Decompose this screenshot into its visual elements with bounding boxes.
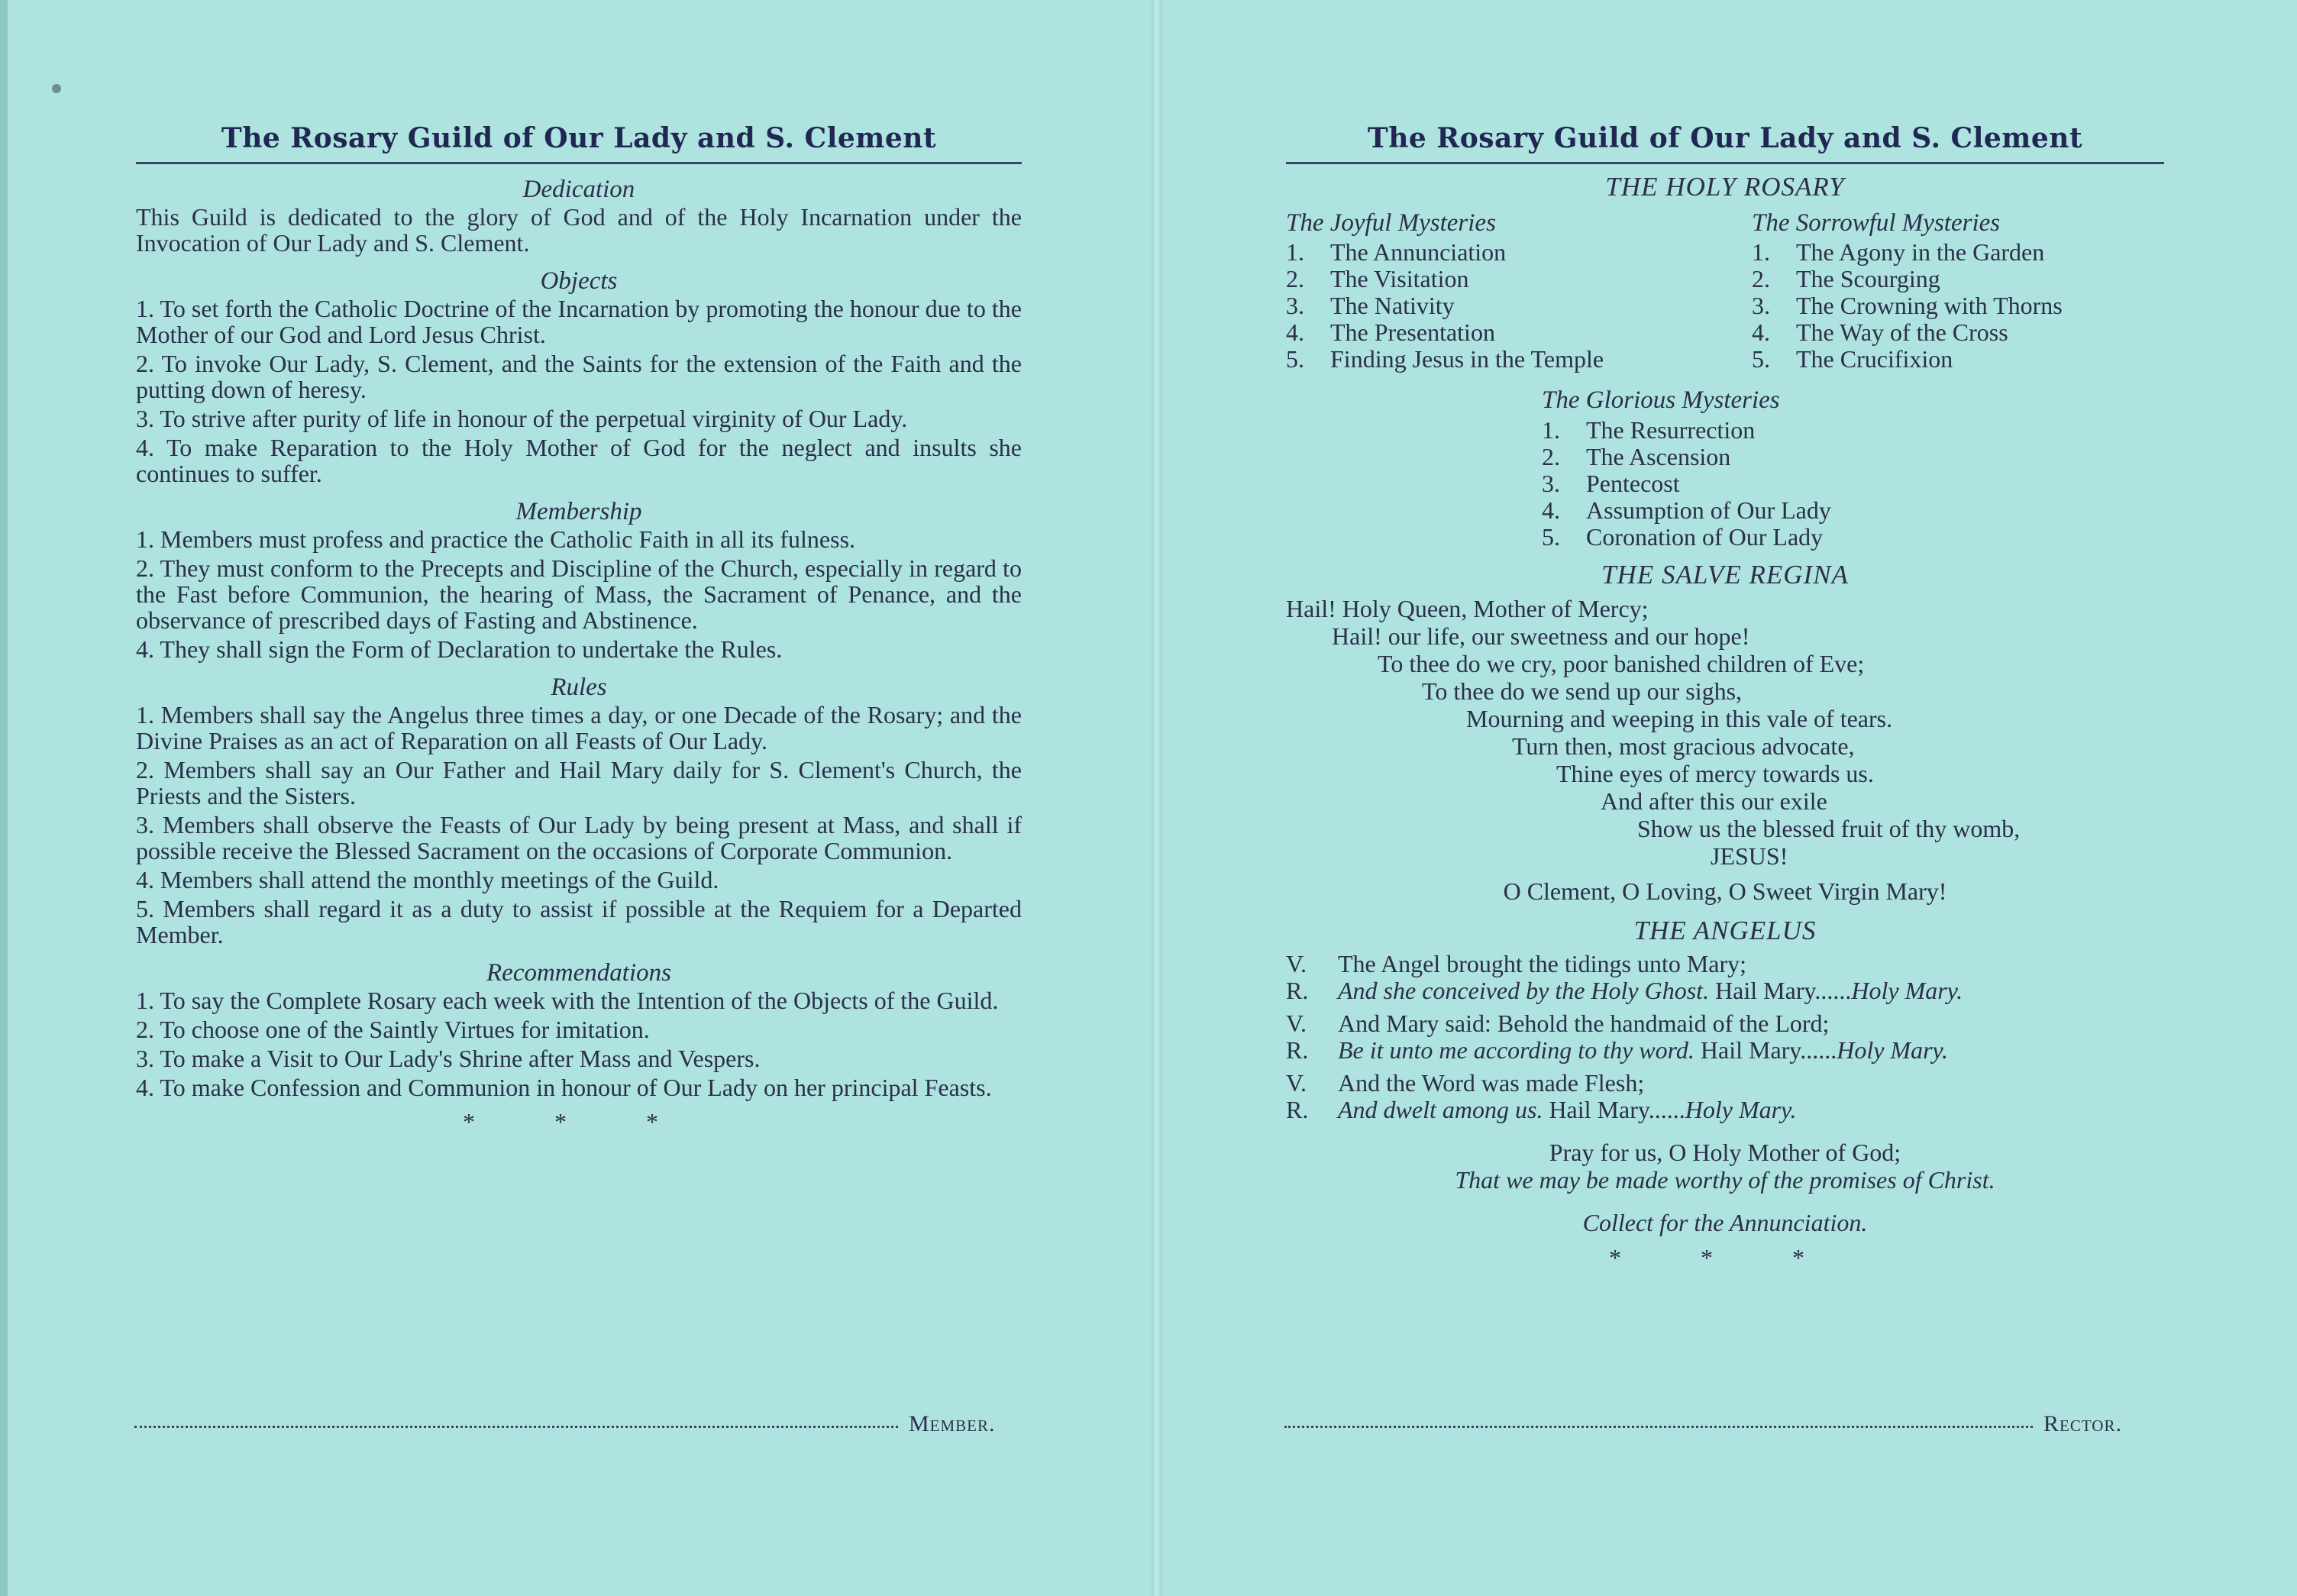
section-title: Dedication xyxy=(522,176,635,203)
mystery-number: 5. xyxy=(1752,345,1770,373)
mystery-name: Coronation of Our Lady xyxy=(1586,523,1824,551)
salve-line: Hail! our life, our sweetness and our hope! xyxy=(1332,622,1750,650)
mystery-name: The Nativity xyxy=(1330,292,1455,319)
prayer-line-1: Pray for us, O Holy Mother of God; xyxy=(1549,1139,1901,1166)
section-item: This Guild is dedicated to the glory of God and of the Holy Incarnation under the Invocation of Our Lady and S. Clement. xyxy=(136,203,1022,257)
mystery-number: 3. xyxy=(1542,470,1560,497)
stars-divider: * * * xyxy=(1609,1244,1841,1271)
angelus-text xyxy=(1286,951,2164,1123)
versicle-label: V. xyxy=(1286,950,1307,977)
section-item: 3. To strive after purity of life in honour of the perpetual virginity of Our Lady. xyxy=(136,405,908,432)
prayer-line-2: That we may be made worthy of the promises of Christ. xyxy=(1455,1166,1995,1194)
mystery-number: 1. xyxy=(1286,238,1304,266)
salve-regina-title: THE SALVE REGINA xyxy=(1601,560,1849,590)
mystery-number: 2. xyxy=(1286,265,1304,292)
holy-mary: Holy Mary. xyxy=(1851,977,1963,1004)
left-sections xyxy=(136,175,1022,1100)
mystery-item xyxy=(1752,292,2164,319)
salve-line: And after this our exile xyxy=(1601,787,1827,815)
mysteries-columns xyxy=(1286,207,2164,373)
mystery-item xyxy=(1286,292,1714,319)
response-body xyxy=(1338,1097,1797,1123)
paper-edge xyxy=(0,0,8,1596)
section-item: 2. To choose one of the Saintly Virtues for imitation. xyxy=(136,1016,650,1043)
response-body xyxy=(1338,977,1963,1004)
salve-line: To thee do we send up our sighs, xyxy=(1422,677,1743,705)
mystery-name: The Resurrection xyxy=(1586,416,1756,444)
angelus-pair xyxy=(1286,951,2164,1004)
versicle-text: The Angel brought the tidings unto Mary; xyxy=(1338,950,1747,977)
invocation: O Clement, O Loving, O Sweet Virgin Mary! xyxy=(1503,877,1947,905)
response-text: Be it unto me according to thy word. xyxy=(1338,1036,1694,1064)
section-item: 4. To make Confession and Communion in honour of Our Lady on her principal Feasts. xyxy=(136,1074,992,1101)
sorrowful-title: The Sorrowful Mysteries xyxy=(1752,209,2001,237)
mystery-name: The Way of the Cross xyxy=(1796,318,2008,346)
mystery-number: 3. xyxy=(1752,292,1770,319)
mystery-name: The Crowning with Thorns xyxy=(1796,292,2063,319)
section-item: 4. They shall sign the Form of Declaration to undertake the Rules. xyxy=(136,635,783,663)
holy-rosary-title: THE HOLY ROSARY xyxy=(1605,172,1845,202)
mystery-item xyxy=(1752,346,2164,373)
mystery-name: Pentecost xyxy=(1586,470,1680,497)
mystery-number: 4. xyxy=(1542,496,1560,524)
section-item: 1. Members shall say the Angelus three times a day, or one Decade of the Rosary; and the Divine Praises as an act of Reparation on all Feasts of Our Lady. xyxy=(136,701,1022,754)
page-header: The Rosary Guild of Our Lady and S. Clement xyxy=(136,122,1022,164)
response-label: R. xyxy=(1286,1096,1309,1123)
versicle-text: And Mary said: Behold the handmaid of the Lord; xyxy=(1338,1010,1830,1037)
mystery-name: The Agony in the Garden xyxy=(1796,238,2045,266)
section-title: Recommendations xyxy=(486,959,671,987)
angelus-pair xyxy=(1286,1070,2164,1123)
mystery-name: The Annunciation xyxy=(1330,238,1507,266)
dotted-line xyxy=(134,1426,898,1428)
mystery-item xyxy=(1752,239,2164,266)
response-body xyxy=(1338,1037,1948,1064)
salve-line: Turn then, most gracious advocate, xyxy=(1512,732,1855,760)
mystery-name: The Ascension xyxy=(1586,443,1731,470)
mystery-name: The Scourging xyxy=(1796,265,1940,292)
versicle xyxy=(1286,951,2164,977)
mystery-number: 4. xyxy=(1752,318,1770,346)
section-item: 4. To make Reparation to the Holy Mother of God for the neglect and insults she continues to suffer. xyxy=(136,434,1022,487)
joyful-mysteries xyxy=(1286,207,1714,373)
mystery-item xyxy=(1542,444,1908,470)
mystery-number: 2. xyxy=(1542,443,1560,470)
section-item: 1. To say the Complete Rosary each week with the Intention of the Objects of the Guild. xyxy=(136,987,999,1014)
mystery-item xyxy=(1542,417,1908,444)
versicle-label: V. xyxy=(1286,1069,1307,1097)
right-page xyxy=(1286,122,2164,1272)
mystery-item xyxy=(1542,470,1908,497)
member-label: Member. xyxy=(909,1411,996,1436)
mystery-item xyxy=(1286,319,1714,346)
response xyxy=(1286,1097,2164,1123)
mystery-name: Assumption of Our Lady xyxy=(1586,496,1831,524)
section-item: 3. To make a Visit to Our Lady's Shrine after Mass and Vespers. xyxy=(136,1045,761,1072)
glorious-mysteries xyxy=(1542,383,1908,551)
section-item: 2. They must conform to the Precepts and Discipline of the Church, especially in regard to the Fast before Communion, the hearing of Mass, the Sacrament of Penance, and the observance of prescribed days of Fasting and Abstinence. xyxy=(136,554,1022,634)
response-label: R. xyxy=(1286,1036,1309,1064)
section-title: Rules xyxy=(551,674,607,701)
rector-label: Rector. xyxy=(2043,1411,2122,1436)
section-item: 2. To invoke Our Lady, S. Clement, and the Saints for the extension of the Faith and the putting down of heresy. xyxy=(136,350,1022,403)
salve-line: Thine eyes of mercy towards us. xyxy=(1556,760,1874,787)
mystery-name: The Visitation xyxy=(1330,265,1469,292)
versicle xyxy=(1286,1070,2164,1097)
holy-mary: Holy Mary. xyxy=(1685,1096,1797,1123)
mystery-name: The Presentation xyxy=(1330,318,1495,346)
mystery-number: 2. xyxy=(1752,265,1770,292)
center-fold xyxy=(1152,0,1162,1596)
mystery-name: Finding Jesus in the Temple xyxy=(1330,345,1604,373)
rector-signature-line xyxy=(1284,1411,2122,1437)
mystery-item xyxy=(1286,239,1714,266)
section-item: 5. Members shall regard it as a duty to assist if possible at the Requiem for a Departed Member. xyxy=(136,895,1022,948)
response-label: R. xyxy=(1286,977,1309,1004)
mystery-item xyxy=(1286,266,1714,292)
section-item: 1. To set forth the Catholic Doctrine of the Incarnation by promoting the honour due to the Mother of our God and Lord Jesus Christ. xyxy=(136,295,1022,348)
section-item: 1. Members must profess and practice the Catholic Faith in all its fulness. xyxy=(136,525,856,553)
response xyxy=(1286,1037,2164,1064)
mystery-item xyxy=(1542,524,1908,551)
joyful-title: The Joyful Mysteries xyxy=(1286,209,1496,237)
salve-line: Show us the blessed fruit of thy womb, xyxy=(1637,815,2021,842)
holy-mary: Holy Mary. xyxy=(1837,1036,1948,1064)
mystery-number: 1. xyxy=(1752,238,1770,266)
mystery-number: 5. xyxy=(1286,345,1304,373)
section-item: 4. Members shall attend the monthly meetings of the Guild. xyxy=(136,866,719,893)
salve-line: To thee do we cry, poor banished children of Eve; xyxy=(1378,650,1865,677)
salve-line: Mourning and weeping in this vale of tears. xyxy=(1466,705,1893,732)
dotted-line xyxy=(1284,1426,2033,1428)
mystery-item xyxy=(1286,346,1714,373)
salve-line: Hail! Holy Queen, Mother of Mercy; xyxy=(1286,595,1649,622)
response-text: And she conceived by the Holy Ghost. xyxy=(1338,977,1710,1004)
section-title: Membership xyxy=(515,498,642,525)
response xyxy=(1286,977,2164,1004)
left-page xyxy=(136,122,1022,1136)
salve-regina-text xyxy=(1286,595,2164,870)
versicle-text: And the Word was made Flesh; xyxy=(1338,1069,1645,1097)
collect-line: Collect for the Annunciation. xyxy=(1582,1209,1868,1236)
mystery-number: 5. xyxy=(1542,523,1560,551)
versicle xyxy=(1286,1010,2164,1037)
angelus-title: THE ANGELUS xyxy=(1633,916,1817,945)
section-title: Objects xyxy=(540,267,618,295)
member-signature-line xyxy=(134,1411,996,1437)
response-text: And dwelt among us. xyxy=(1338,1096,1543,1123)
sorrowful-mysteries xyxy=(1752,207,2164,373)
mystery-number: 1. xyxy=(1542,416,1560,444)
versicle-label: V. xyxy=(1286,1010,1307,1037)
angelus-pair xyxy=(1286,1010,2164,1064)
page-header: The Rosary Guild of Our Lady and S. Clement xyxy=(1286,122,2164,164)
hail-mary: Hail Mary...... xyxy=(1549,1096,1685,1123)
mystery-name: The Crucifixion xyxy=(1796,345,1953,373)
mystery-number: 3. xyxy=(1286,292,1304,319)
paper-mark xyxy=(52,84,61,93)
salve-line: JESUS! xyxy=(1711,842,1788,870)
mystery-number: 4. xyxy=(1286,318,1304,346)
mystery-item xyxy=(1752,319,2164,346)
section-item: 3. Members shall observe the Feasts of Our Lady by being present at Mass, and shall if possible receive the Blessed Sacrament on the occasions of Corporate Communion. xyxy=(136,811,1022,864)
mystery-item xyxy=(1752,266,2164,292)
glorious-title: The Glorious Mysteries xyxy=(1542,386,1780,414)
hail-mary: Hail Mary...... xyxy=(1700,1036,1837,1064)
hail-mary: Hail Mary...... xyxy=(1715,977,1852,1004)
stars-divider: * * * xyxy=(463,1108,695,1136)
section-item: 2. Members shall say an Our Father and Hail Mary daily for S. Clement's Church, the Priests and the Sisters. xyxy=(136,756,1022,809)
mystery-item xyxy=(1542,497,1908,524)
